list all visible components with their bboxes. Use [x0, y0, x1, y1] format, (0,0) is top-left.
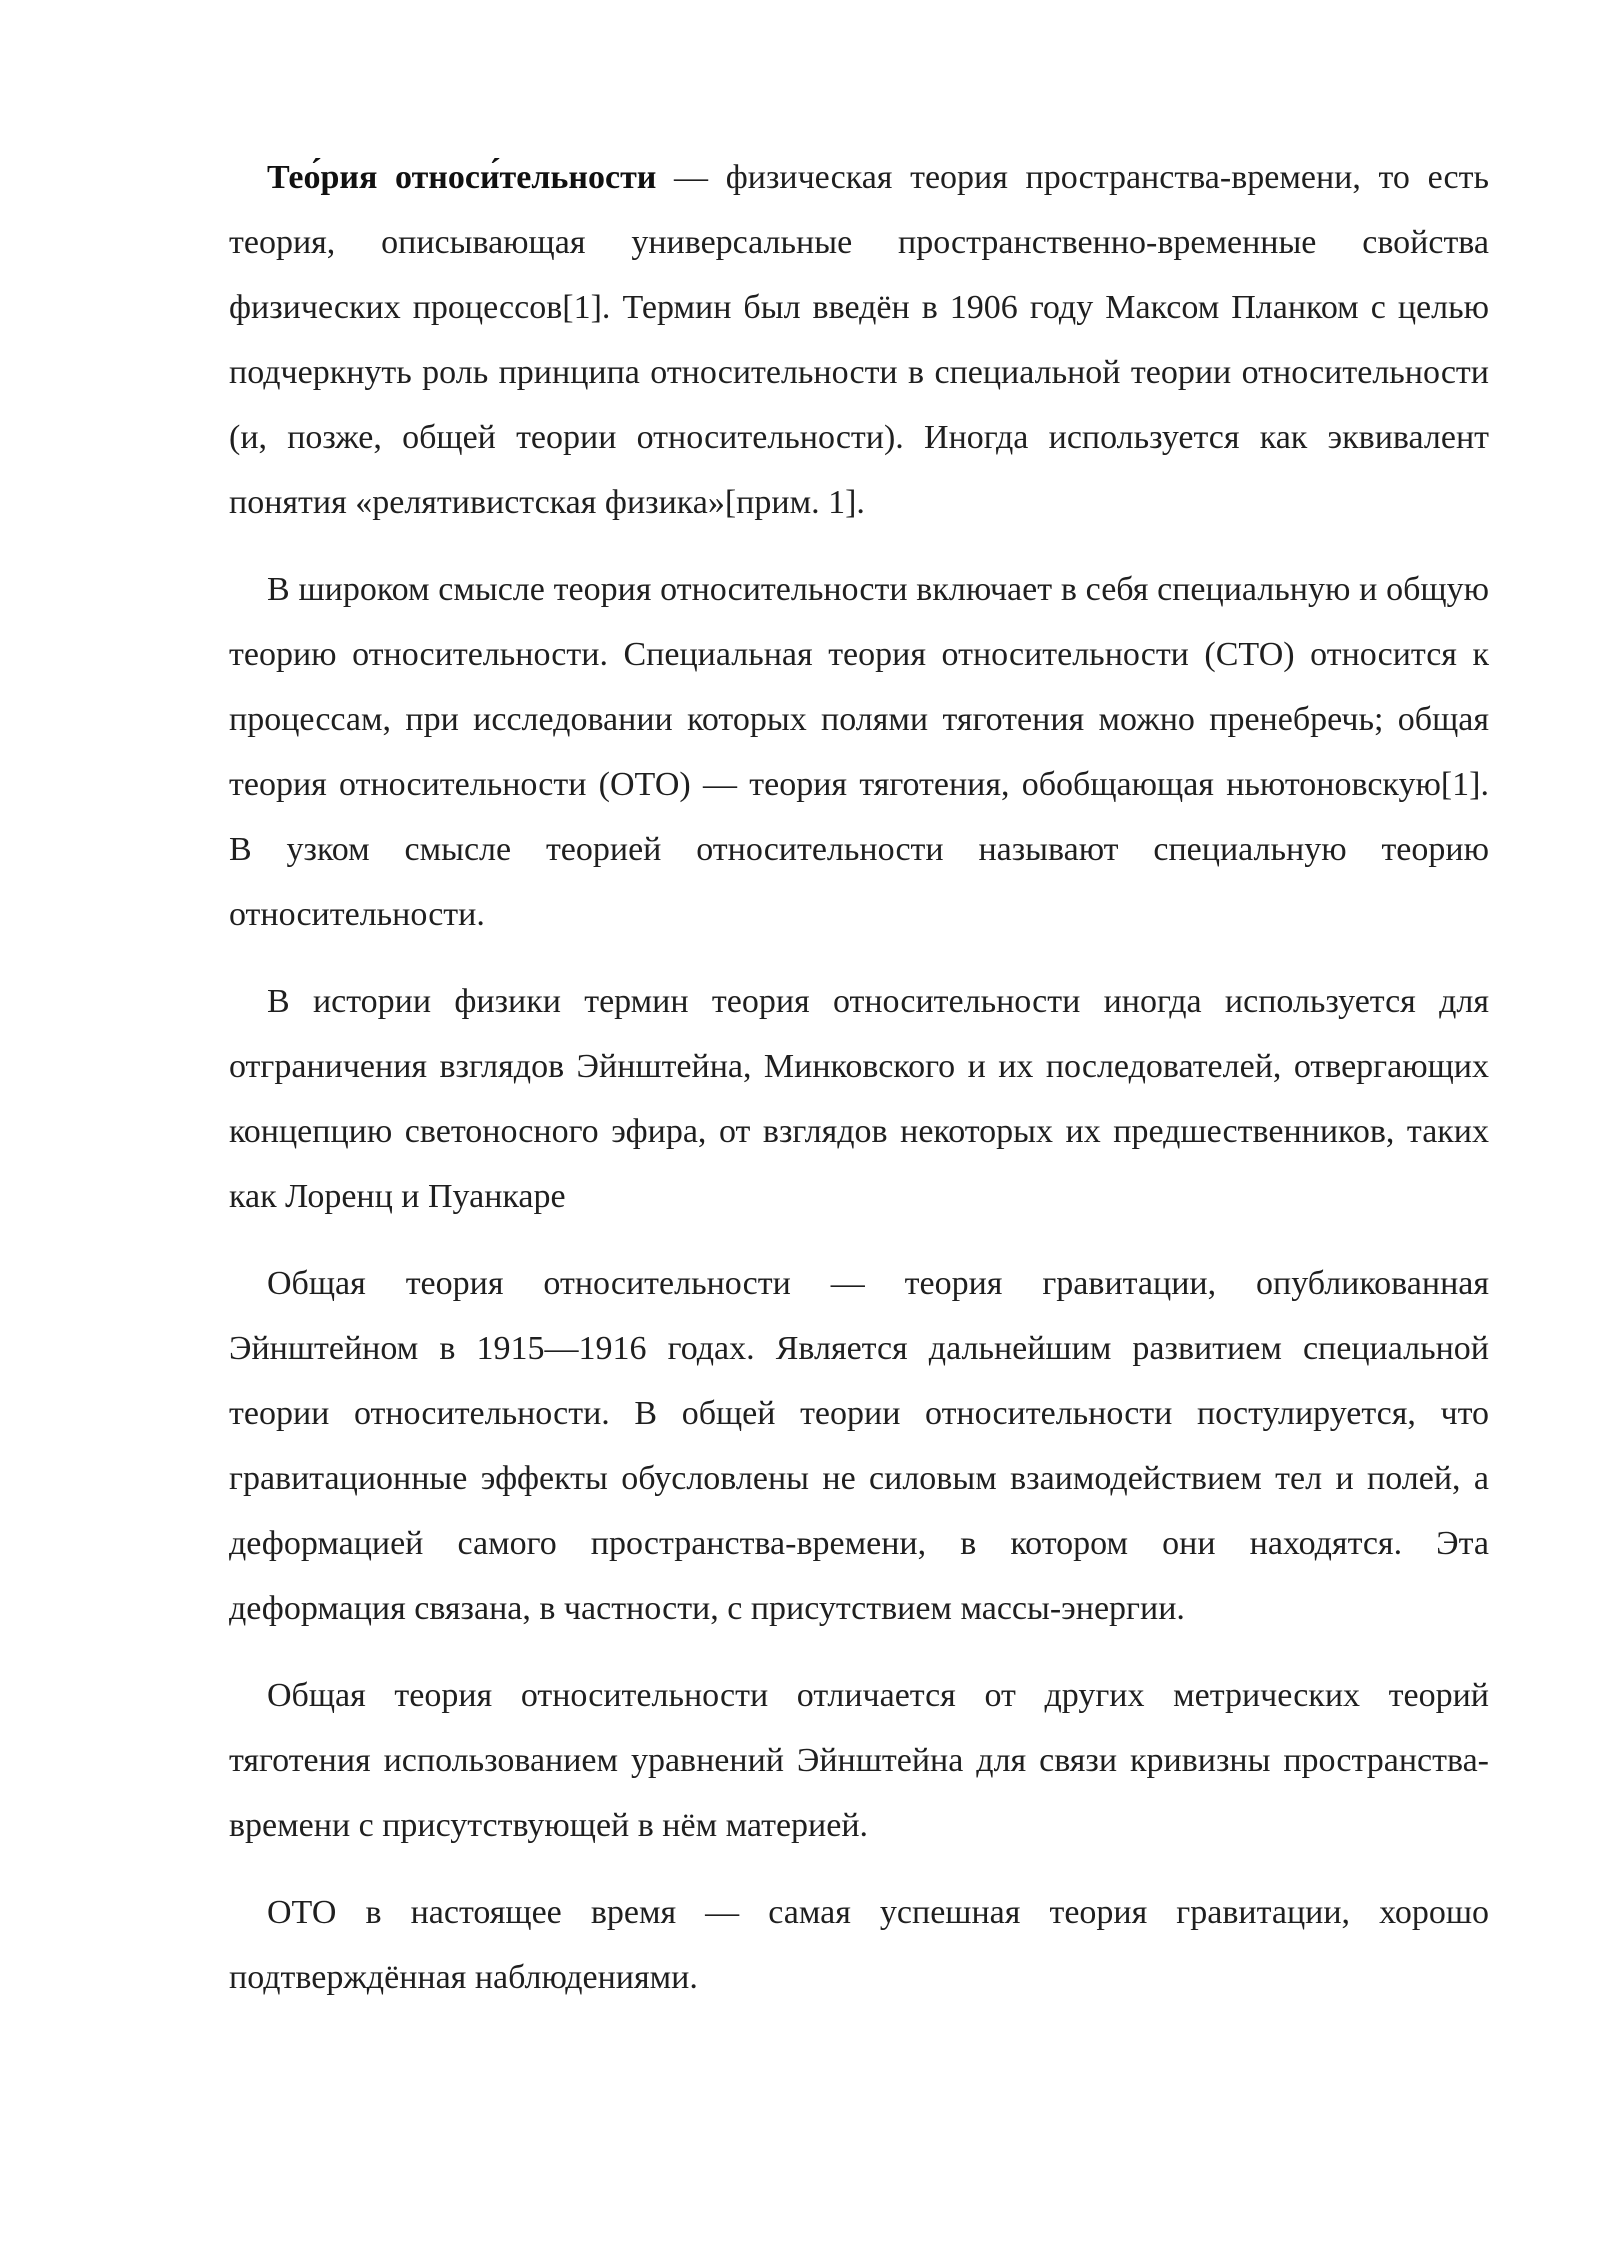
paragraph-1-text: — физическая теория пространства-времени, то есть теория, описывающая универсальные пространственно-временные свойства физических процессов[1]. Термин был введён в 1906 году Максом Планком с целью подчеркнуть роль принципа относительности в специальной теории относительности (и, позже, общей теории относительности). Иногда используется как эквивалент понятия «релятивистская физика»[прим. 1].	[229, 159, 1489, 521]
defined-term: Тео́рия относи́тельности	[267, 159, 657, 196]
paragraph-4: Общая теория относительности — теория гравитации, опубликованная Эйнштейном в 1915—1916 годах. Является дальнейшим развитием специальной теории относительности. В общей теории относительности постулируется, что гравитационные эффекты обусловлены не силовым взаимодействием тел и полей, а деформацией самого пространства-времени, в котором они находятся. Эта деформация связана, в частности, с присутствием массы-энергии.	[229, 1265, 1489, 1627]
document-body	[229, 145, 1489, 2010]
paragraph-5: Общая теория относительности отличается от других метрических теорий тяготения использованием уравнений Эйнштейна для связи кривизны пространства-времени с присутствующей в нём материей.	[229, 1677, 1489, 1844]
paragraph-6: ОТО в настоящее время — самая успешная теория гравитации, хорошо подтверждённая наблюдениями.	[229, 1894, 1489, 1996]
paragraph-1	[229, 145, 1489, 535]
paragraph-2: В широком смысле теория относительности включает в себя специальную и общую теорию относительности. Специальная теория относительности (СТО) относится к процессам, при исследовании которых полями тяготения можно пренебречь; общая теория относительности (ОТО) — теория тяготения, обобщающая ньютоновскую[1]. В узком смысле теорией относительности называют специальную теорию относительности.	[229, 571, 1489, 933]
paragraph-3: В истории физики термин теория относительности иногда используется для отграничения взглядов Эйнштейна, Минковского и их последователей, отвергающих концепцию светоносного эфира, от взглядов некоторых их предшественников, таких как Лоренц и Пуанкаре	[229, 983, 1489, 1215]
